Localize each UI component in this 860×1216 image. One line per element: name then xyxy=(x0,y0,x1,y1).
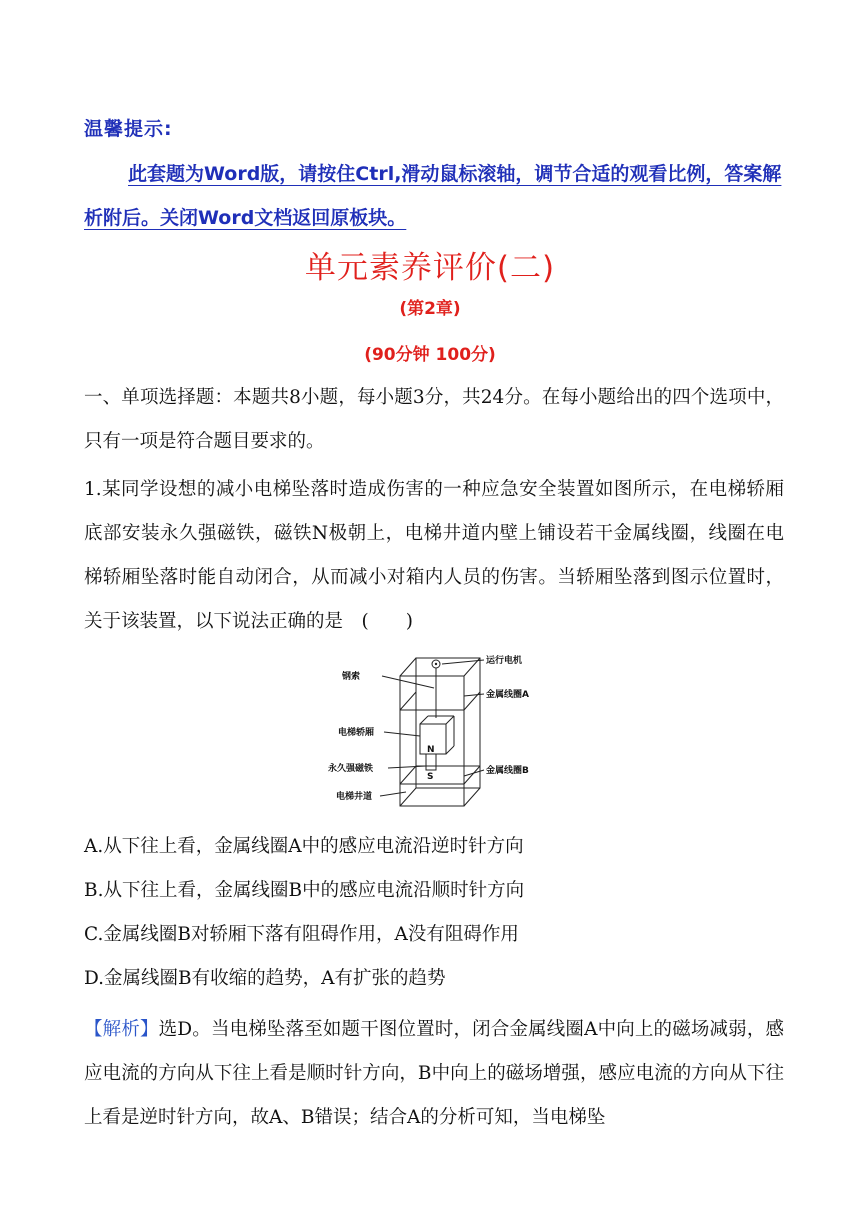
analysis-paragraph xyxy=(84,1008,784,1140)
tip-body: 此套题为Word版，请按住Ctrl,滑动鼠标滚轴，调节合适的观看比例，答案解析附后。关闭Word文档返回原板块。 xyxy=(84,163,782,229)
analysis-tag: 【解析】 xyxy=(84,1019,159,1040)
label-coil-a: 金属线圈A xyxy=(486,690,529,700)
option-c: C.金属线圈B对轿厢下落有阻碍作用，A没有阻碍作用 xyxy=(84,924,519,945)
chapter-label: (第2章) xyxy=(399,299,461,319)
label-cable: 钢索 xyxy=(342,672,361,682)
label-magnet: 永久强磁铁 xyxy=(328,764,374,774)
label-s-pole: S xyxy=(427,772,434,782)
option-b: B.从下往上看，金属线圈B中的感应电流沿顺时针方向 xyxy=(84,880,525,901)
question-stem: 1.某同学设想的减小电梯坠落时造成伤害的一种应急安全装置如图所示，在电梯轿厢底部安装永久强磁铁，磁铁N极朝上，电梯井道内壁上铺设若干金属线圈，线圈在电梯轿厢坠落时能自动闭合，从而减小对箱内人员的伤害。当轿厢坠落到图示位置时，关于该装置，以下说法正确的是 ( ) xyxy=(84,479,784,632)
option-a: A.从下往上看，金属线圈A中的感应电流沿逆时针方向 xyxy=(84,836,524,857)
section-heading: 一、单项选择题：本题共8小题，每小题3分，共24分。在每小题给出的四个选项中，只有一项是符合题目要求的。 xyxy=(84,387,784,452)
label-n-pole: N xyxy=(427,745,435,755)
analysis-text: 选D。当电梯坠落至如题干图位置时，闭合金属线圈A中向上的磁场减弱，感应电流的方向从下往上看是顺时针方向，B中向上的磁场增强，感应电流的方向从下往上看是逆时针方向，故A、B错误；结合A的分析可知，当电梯坠 xyxy=(84,1019,784,1128)
time-score-label: (90分钟 100分) xyxy=(364,345,496,365)
label-shaft: 电梯井道 xyxy=(336,792,373,802)
label-motor: 运行电机 xyxy=(486,656,523,666)
page-title: 单元素养评价(二) xyxy=(304,250,556,286)
label-coil-b: 金属线圈B xyxy=(486,766,529,776)
elevator-diagram xyxy=(328,652,556,810)
tip-title: 温馨提示: xyxy=(84,118,173,140)
label-car: 电梯轿厢 xyxy=(338,728,375,738)
option-d: D.金属线圈B有收缩的趋势，A有扩张的趋势 xyxy=(84,968,446,989)
